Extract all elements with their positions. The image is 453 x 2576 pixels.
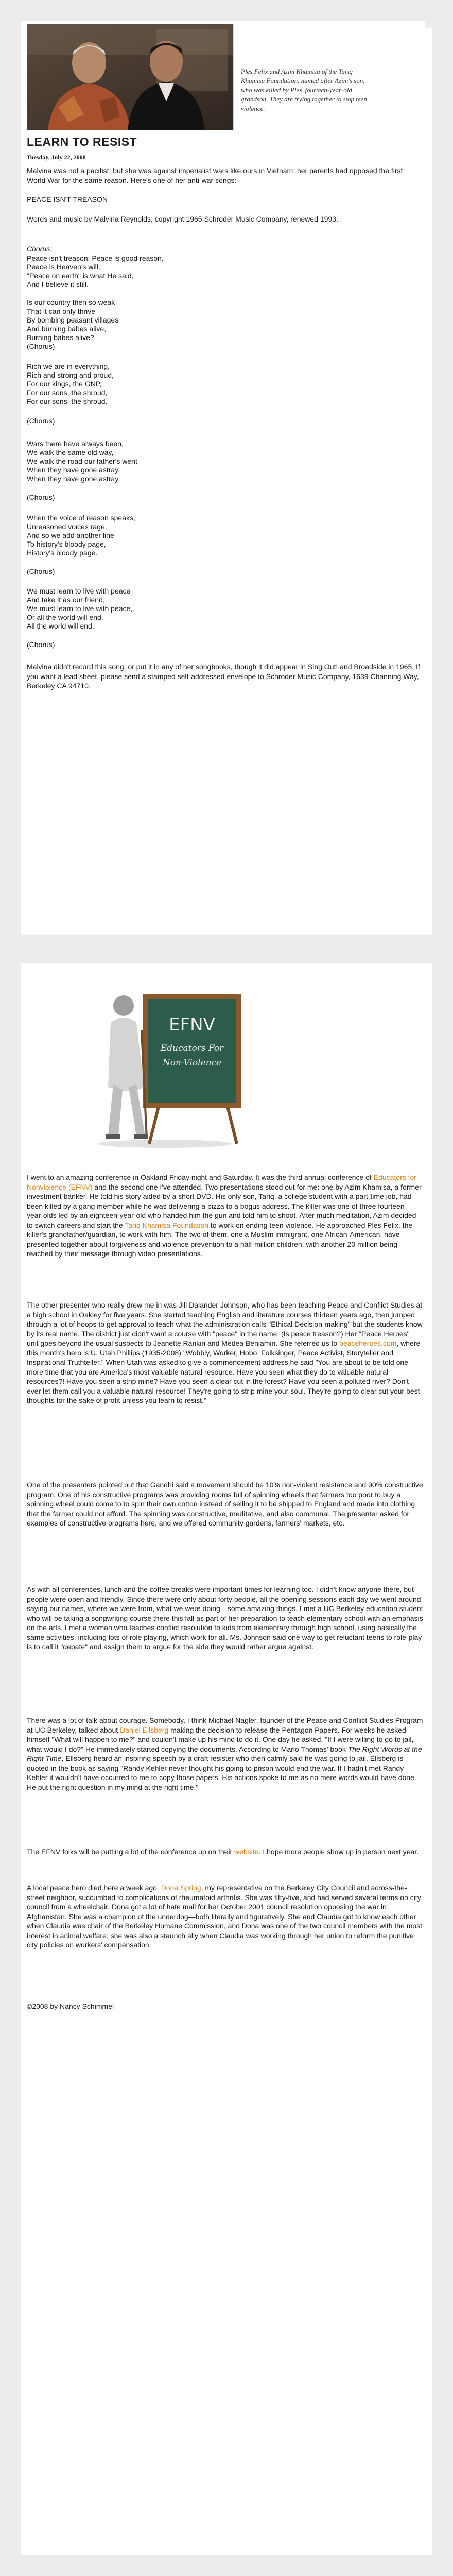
chorus-line: Peace is Heaven's will; bbox=[27, 263, 100, 271]
paragraph-dona-spring bbox=[27, 1883, 423, 1950]
efnv-link[interactable]: Educators for Nonviolence (EFNV) bbox=[27, 1173, 416, 1191]
tariq-khamisa-foundation-link[interactable]: Tariq Khamisa Foundation bbox=[125, 1221, 209, 1229]
verse-line: Or all the world will end, bbox=[27, 613, 103, 621]
copyright-notice: ©2008 by Nancy Schimmel bbox=[27, 2002, 114, 2010]
verse-line: Wars there have always been, bbox=[27, 439, 124, 448]
chorus-ref: (Chorus) bbox=[27, 342, 55, 350]
chorus-line: "Peace on earth" is what He said, bbox=[27, 272, 134, 280]
text-run: I went to an amazing conference in Oakland Friday night and Saturday. It was the third annual conference of bbox=[27, 1173, 374, 1181]
efnv-sign-text: Non-Violence bbox=[162, 1058, 222, 1068]
verse-line: Burning babes alive? bbox=[27, 333, 94, 342]
verse-line: We walk the road our father's went bbox=[27, 457, 137, 465]
verse-line: When the voice of reason speaks, bbox=[27, 514, 135, 522]
post-date: Tuesday, July 22, 2008 bbox=[27, 154, 86, 161]
daniel-ellsberg-link[interactable]: Daniel Ellsberg bbox=[120, 1725, 169, 1734]
verse-line: For our sons, the shroud, bbox=[27, 388, 108, 397]
chorus-ref: (Chorus) bbox=[27, 493, 55, 501]
verse-line: That it can only thrive bbox=[27, 307, 96, 315]
text-run: The EFNV folks will be putting a lot of the conference up on their bbox=[27, 1848, 235, 1856]
text-run: and the second one I've attended. Two presentations stood out for me: one by Azim Khamisa, a former investment banker. He told his story aided by a short DVD. His only son, Tariq, a college student with a part-time job, had been killed by a gang member while he was delivering a pizza to a bogus address. The killer was one of three fourteen-year-olds led by an eighteen-year-old who handed him the gun and told him to shoot. After much meditation, Azim decided to switch careers and start the bbox=[27, 1182, 422, 1229]
verse-line: And burning babes alive, bbox=[27, 325, 107, 333]
chorus-label: Chorus: bbox=[27, 245, 53, 253]
song-credits: Words and music by Malvina Reynolds; copyright 1965 Schroder Music Company, renewed 1993. bbox=[27, 215, 338, 223]
chorus-ref: (Chorus) bbox=[27, 417, 55, 425]
text-run: making the decision to release the Pentagon Papers. For weeks he asked himself "What will happen to me?" and couldn't make up his mind to do it. One day he asked, "If I were willing to go to jail, what would I do?" He immediately started copying the documents. According to Marlo Thomas' book bbox=[27, 1725, 414, 1753]
paragraph-website bbox=[27, 1847, 423, 1857]
verse-line: For our sons, the shroud. bbox=[27, 397, 108, 405]
text-run: to work on ending teen violence. He approached Ples Felix, the killer's grandfather/guardian, to work with him. The two of them, one a Muslim immigrant, one African-American, have presented together about forgiveness and violence prevention to a half-million children, with another 20 million being reached by their message through video presentations. bbox=[27, 1221, 413, 1258]
gandhi-efnv-sign-image bbox=[88, 974, 242, 1149]
text-run: . I hope more people show up in person next year. bbox=[258, 1848, 419, 1856]
intro-paragraph: Malvina was not a pacifist, but she was against imperialist wars like ours in Vietnam; her parents had opposed the first World War for the same reason. Here's one of her anti-war songs: bbox=[27, 166, 403, 184]
page-corner bbox=[425, 21, 432, 28]
paragraph-gandhi: One of the presenters pointed out that Gandhi said a movement should be 10% non-violent resistance and 90% constructive program. One of his constructive programs was providing rooms full of spinning wheels that farmers too poor to buy a spinning wheel could come to to spin their own cotton instead of selling it to be shipped to England and made into clothing that the farmer could not afford. The spinning was constructive, meditative, and also communal. The presenter asked for examples of constructive programs here, and we offered community gardens, farmers' markets, etc. bbox=[27, 1481, 423, 1527]
verse-line: All the world will end. bbox=[27, 622, 94, 630]
verse-line: When they have gone astray. bbox=[27, 474, 120, 483]
paragraph-courage bbox=[27, 1716, 423, 1792]
paragraph-conference bbox=[27, 1173, 423, 1259]
chorus-line: And I believe it still. bbox=[27, 280, 89, 289]
photo-ples-felix-azim-khamisa bbox=[27, 24, 234, 130]
peaceheroes-link[interactable]: peaceheroes.com bbox=[339, 1339, 397, 1347]
paragraph-lunch: As with all conferences, lunch and the coffee breaks were important times for learning too. I didn't know anyone there, but people were open and friendly. Since there were only about forty people, all the opening sessions each day we went around saying our names, where we were from, what we were doing—some amazing things. I met a UC Berkeley education student who will be taking a songwriting course there this fall as part of her preparation to teach elementary school with an emphasis on the arts. I met a woman who teaches conflict resolution to kids from elementary through high school, using basically the same activities, including lots of role playing, which work for all. Ms. Johnson said one way to get reluctant teens to role-play is to call it "debate" and assign them to argue for the side they would rather argue against. bbox=[27, 1585, 423, 1651]
text-run: A local peace hero died here a week ago. bbox=[27, 1884, 161, 1892]
blog-page bbox=[21, 21, 432, 2555]
verse-line: And take it as our friend, bbox=[27, 596, 105, 604]
outro-paragraph: Malvina didn't record this song, or put it in any of her songbooks, though it did appear in Sing Out! and Broadside in 1965. If you want a lead sheet, please send a stamped self-addressed envelope to Schroder Music Company, 1639 Channing Way, Berkeley CA 94710. bbox=[27, 663, 420, 690]
verse-line: Rich and strong and proud, bbox=[27, 371, 114, 379]
chorus-line: Peace isn't treason, Peace is good reason, bbox=[27, 254, 164, 262]
verse-line: And so we add another line bbox=[27, 531, 114, 539]
verse-line: We walk the same old way, bbox=[27, 448, 114, 456]
verse-line: Unreasoned voices rage, bbox=[27, 522, 107, 531]
text-run: , Ellsberg heard an inspiring speech by a draft resister who then calmly said he was going to jail. Ellsberg is quoted in the book as saying "Randy Kehler never thought his going to prison would end the war. If I hadn't met Randy Kehler it wouldn't have occurred to me to copy those papers. His actions spoke to me as no mere words would have done. He put the right question in my mind at the right time." bbox=[27, 1754, 416, 1791]
efnv-sign-text: EFNV bbox=[169, 1014, 215, 1035]
chorus-ref: (Chorus) bbox=[27, 567, 55, 575]
text-run: There was a lot of talk about courage. Somebody, I think Michael Nagler, founder of the Peace and Conflict Studies Program at UC Berkeley, talked about bbox=[27, 1716, 423, 1734]
efnv-sign-text: Educators For bbox=[160, 1043, 224, 1054]
book-title: The Right Words at the Right Time bbox=[27, 1744, 422, 1762]
post-title: LEARN TO RESIST bbox=[27, 135, 137, 148]
verse-line: To history's bloody page, bbox=[27, 540, 106, 548]
verse-line: History's bloody page. bbox=[27, 549, 98, 557]
text-run: , where this month's hero is U. Utah Phillips (1935-2008) "Wobbly, Worker, Hobo, Folksinger, Peace Activist, Storyteller and Inspirational Truthteller." When Utah was asked to give a commencement address he said "You are about to be told one more time that you are America's most valuable natural resource. Have you seen what they do to valuable natural resources?! Have you seen a strip mine? Have you seen a clear cut in the forest? Have you seen a polluted river? Don't ever let them call you a valuable natural resource! They're going to strip mine your soul. They're going to clear cut your best thoughts for the sake of profit unless you learn to resist." bbox=[27, 1339, 421, 1404]
photo-caption: Ples Felix and Azim Khamisa of the Tariq Khamisa Foundation, named after Azim's son, who was killed by Ples' fourteen-year-old grandson. They are trying together to stop teen violence. bbox=[241, 67, 368, 112]
paragraph-jill-johnson bbox=[27, 1300, 423, 1405]
chorus-ref: (Chorus) bbox=[27, 640, 55, 649]
dona-spring-link[interactable]: Dona Spring bbox=[161, 1884, 201, 1892]
post-separator bbox=[21, 935, 432, 963]
verse-line: Rich we are in everything, bbox=[27, 362, 110, 370]
verse-line: By bombing peasant villages bbox=[27, 316, 119, 324]
verse-line: We must learn to live with peace bbox=[27, 587, 131, 595]
verse-line: When they have gone astray, bbox=[27, 466, 120, 474]
text-run: The other presenter who really drew me in was Jill Dalander Johnson, who has been teaching Peace and Conflict Studies at a high school in Oakley for five years. She started teaching English and literature courses thirteen years ago, then jumped through a lot of hoops to get approval to teach what the administration calls "Ethical Decision-making" but the students know by its real name. The district just didn't want a course with "peace" in the name. (Is peace treason?) Her "Peace Heroes" unit goes beyond the usual suspects to Jeanette Rankin and Medea Benjamin. She referred us to bbox=[27, 1301, 423, 1347]
efnv-website-link[interactable]: website bbox=[234, 1848, 259, 1856]
song-title: PEACE ISN'T TREASON bbox=[27, 195, 108, 204]
verse-line: For our kings, the GNP, bbox=[27, 380, 102, 388]
text-run: , my representative on the Berkeley City Council and across-the-street neighbor, succumbed to complications of rheumatoid arthritis. She was fifty-five, and had served several terms on city council from a wheelchair. Dona got a lot of hate mail for her October 2001 council resolution opposing the war in Afghanistan. She was a champion of the underdog—both literally and figuratively. She and Claudia got to know each other when Claudia was chair of the Berkeley Humane Commission, and Dona was one of the two council members with the most interest in animal welfare; she was also a staunch ally when Claudia was working through her union to reform the punitive city policies on workers' compensation. bbox=[27, 1884, 423, 1949]
verse-line: Is our country then so weak bbox=[27, 298, 115, 307]
verse-line: We must learn to live with peace, bbox=[27, 604, 133, 613]
